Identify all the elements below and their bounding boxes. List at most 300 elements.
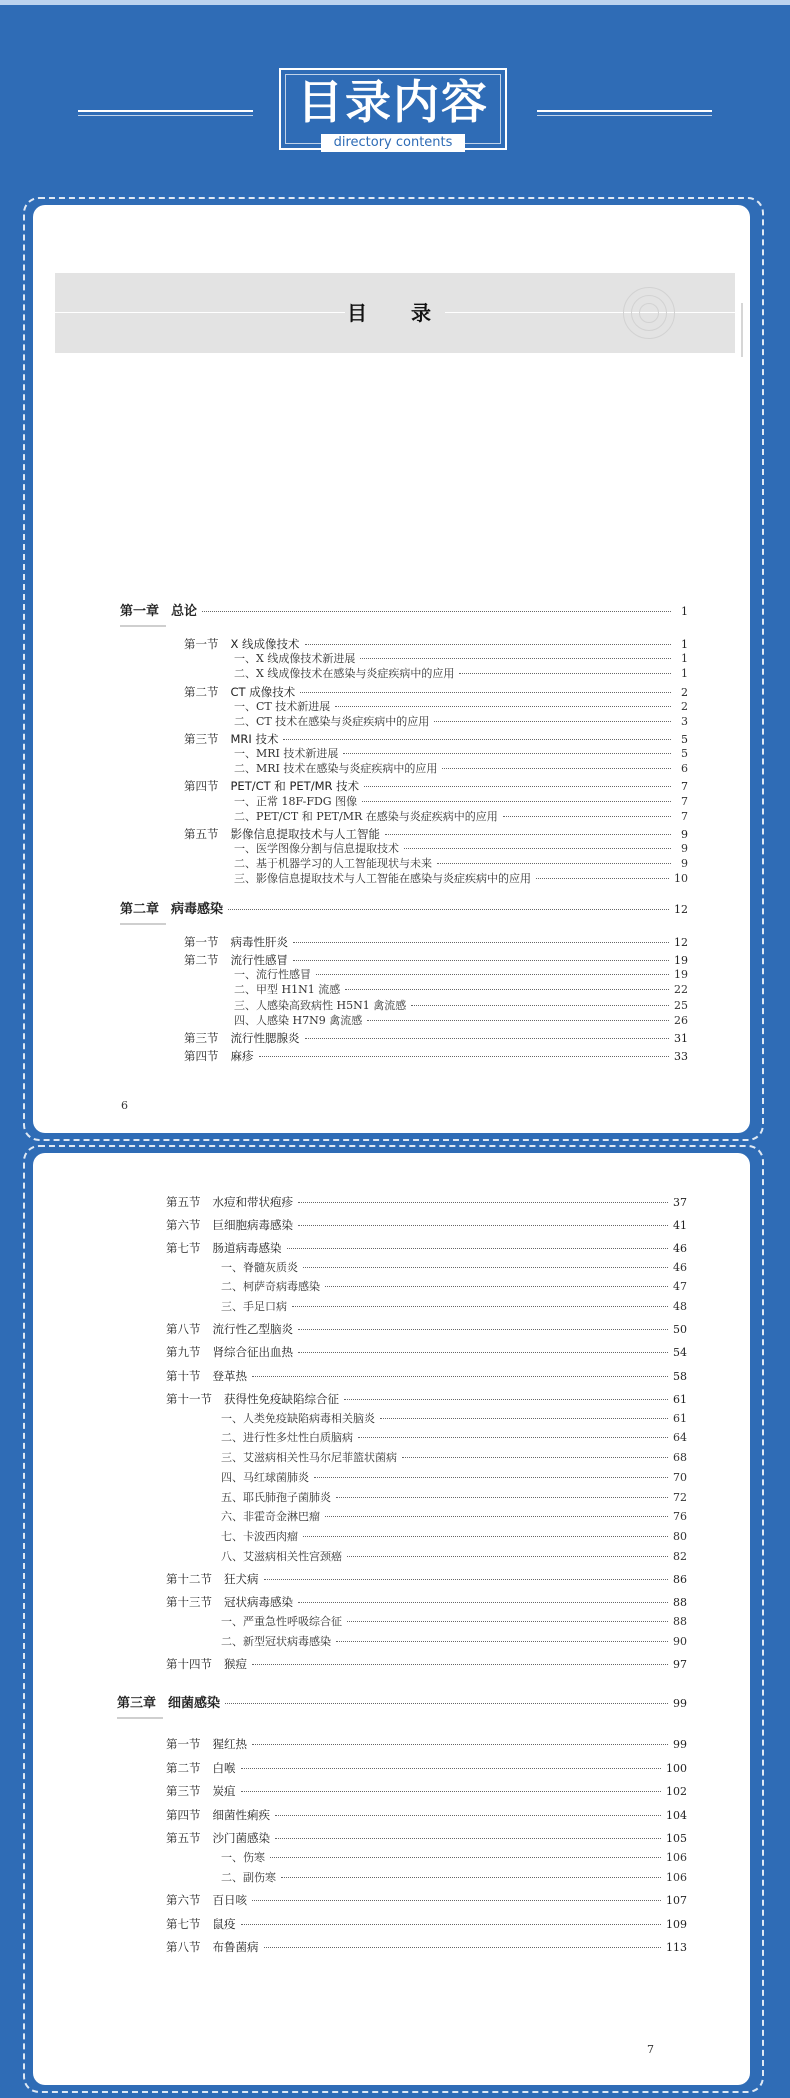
- toc-entry-page: 61: [673, 1393, 687, 1406]
- toc-leader-dots: [316, 974, 669, 975]
- toc-entry-label: [234, 967, 311, 983]
- toc-entry-sub[interactable]: [117, 1529, 687, 1545]
- toc-entry-page: 41: [673, 1219, 687, 1232]
- toc-entry-number: 第九节: [166, 1345, 201, 1359]
- toc-entry-label: [221, 1509, 320, 1525]
- toc-entry-page: 104: [666, 1809, 687, 1822]
- toc-entry-label: [166, 1344, 293, 1360]
- toc-entry-label: [234, 699, 330, 715]
- toc-entry-title: 炭疽: [212, 1784, 236, 1798]
- banner: [0, 60, 790, 160]
- toc-entry-label: [234, 666, 454, 682]
- toc-entry-sub[interactable]: [117, 1299, 687, 1315]
- toc-entry-page: 9: [681, 857, 688, 870]
- toc-entry-sec[interactable]: [117, 1217, 687, 1234]
- toc-entry-number: 第十四节: [166, 1657, 212, 1671]
- toc-entry-title: MRI 技术: [230, 732, 279, 746]
- toc-entry-page: 1: [681, 667, 688, 680]
- toc-entry-page: 7: [681, 795, 688, 808]
- toc-entry-label: [221, 1634, 331, 1650]
- toc-entry-sub[interactable]: [117, 1549, 687, 1565]
- toc-entry-sec[interactable]: [117, 1892, 687, 1909]
- toc-leader-dots: [202, 611, 671, 612]
- toc-leader-dots: [270, 1857, 661, 1858]
- toc-leader-dots: [292, 1306, 668, 1307]
- toc-entry-sec[interactable]: [117, 1391, 687, 1408]
- toc-entry-title: 五、耶氏肺孢子菌肺炎: [221, 1491, 331, 1504]
- toc-entry-label: [221, 1450, 397, 1466]
- banner-subtitle: directory contents: [321, 134, 465, 152]
- toc-heading: 目 录: [347, 301, 443, 325]
- toc-leader-dots: [344, 1399, 668, 1400]
- toc-entry-number: 第四节: [166, 1808, 201, 1822]
- toc-entry-page: 12: [674, 903, 688, 916]
- toc-heading-band: [55, 273, 735, 353]
- toc-entry-sec[interactable]: [117, 1344, 687, 1361]
- toc-entry-chap[interactable]: [120, 902, 688, 921]
- toc-entry-title: 流行性乙型脑炎: [212, 1322, 293, 1336]
- toc-entry-title: 二、柯萨奇病毒感染: [221, 1280, 320, 1293]
- toc-entry-page: 68: [673, 1451, 687, 1464]
- toc-entry-title: 二、新型冠状病毒感染: [221, 1635, 331, 1648]
- toc-entry-title: 二、MRI 技术在感染与炎症疾病中的应用: [234, 762, 438, 775]
- toc-entry-page: 25: [674, 999, 688, 1012]
- toc-leader-dots: [336, 1641, 668, 1642]
- toc-entry-number: 第三节: [184, 1031, 219, 1045]
- toc-entry-page: 64: [673, 1431, 687, 1444]
- toc-entry-title: 三、艾滋病相关性马尔尼菲篮状菌病: [221, 1451, 397, 1464]
- toc-leader-dots: [252, 1900, 661, 1901]
- toc-entry-label: [166, 1194, 293, 1210]
- toc-entry-title: 猴痘: [224, 1657, 247, 1671]
- toc-entry-page: 2: [681, 686, 688, 699]
- toc-entry-page: 26: [674, 1014, 688, 1027]
- toc-entry-number: 第六节: [166, 1218, 201, 1232]
- toc-entry-page: 3: [681, 715, 688, 728]
- toc-entry-page: 10: [674, 872, 688, 885]
- toc-entry-page: 1: [681, 605, 688, 618]
- toc-entry-label: [166, 1240, 282, 1256]
- toc-entry-sub[interactable]: [117, 1430, 687, 1446]
- toc-entry-title: 百日咳: [212, 1893, 247, 1907]
- toc-leader-dots: [300, 692, 671, 693]
- toc-entry-title: 获得性免疫缺陷综合征: [224, 1392, 339, 1406]
- toc-entry-title: PET/CT 和 PET/MR 技术: [230, 779, 360, 793]
- toc-entry-title: 一、人类免疫缺陷病毒相关脑炎: [221, 1412, 375, 1425]
- toc-entry-sub[interactable]: [117, 1614, 687, 1630]
- toc-entry-sub[interactable]: [117, 1450, 687, 1466]
- toc-entry-sec[interactable]: [120, 934, 688, 951]
- toc-entry-page: 37: [673, 1196, 687, 1209]
- toc-entry-page: 80: [673, 1530, 687, 1543]
- toc-entry-label: [221, 1529, 298, 1545]
- toc-leader-dots: [380, 1418, 668, 1419]
- toc-leader-dots: [228, 909, 669, 910]
- toc-entry-page: 12: [674, 936, 688, 949]
- toc-entry-page: 6: [681, 762, 688, 775]
- toc-entry-title: 三、影像信息提取技术与人工智能在感染与炎症疾病中的应用: [234, 872, 531, 885]
- toc-entry-label: [221, 1850, 265, 1866]
- toc-entry-label: [234, 841, 399, 857]
- toc-entry-sec[interactable]: [117, 1571, 687, 1588]
- toc-entry-page: 109: [666, 1918, 687, 1931]
- toc-entry-label: [184, 826, 380, 842]
- toc-entry-title: 四、人感染 H7N9 禽流感: [234, 1014, 363, 1027]
- toc-entry-title: 病毒性肝炎: [230, 935, 288, 949]
- toc-entry-label: [184, 778, 359, 794]
- toc-leader-dots: [293, 942, 669, 943]
- toc-leader-dots: [303, 1267, 668, 1268]
- toc-entry-title: 肾综合征出血热: [212, 1345, 293, 1359]
- toc-entry-title: 三、手足口病: [221, 1300, 287, 1313]
- toc-entry-label: [234, 746, 338, 762]
- toc-entry-sub[interactable]: [120, 1013, 688, 1029]
- toc-entry-label: [184, 636, 300, 652]
- toc-entry-label: [234, 998, 406, 1014]
- toc-entry-sub[interactable]: [117, 1490, 687, 1506]
- toc-entry-page: 90: [673, 1635, 687, 1648]
- toc-entry-number: 第五节: [184, 827, 219, 841]
- toc-entry-sec[interactable]: [117, 1368, 687, 1385]
- toc-entry-title: 二、基于机器学习的人工智能现状与未来: [234, 857, 432, 870]
- toc-page-2: [33, 1153, 750, 2085]
- toc-entry-sec[interactable]: [117, 1240, 687, 1257]
- toc-entry-title: 鼠疫: [212, 1917, 236, 1931]
- toc-entry-page: 1: [681, 638, 688, 651]
- toc-entry-chap[interactable]: [120, 604, 688, 623]
- toc-leader-dots: [367, 1020, 669, 1021]
- toc-entry-sec[interactable]: [117, 1807, 687, 1824]
- toc-entry-sub[interactable]: [120, 746, 688, 762]
- banner-line-right: [537, 110, 712, 112]
- toc-entry-page: 99: [673, 1697, 687, 1710]
- toc-leader-dots: [325, 1516, 668, 1517]
- toc-entry-sec[interactable]: [120, 1030, 688, 1047]
- toc-entry-title: 二、X 线成像技术在感染与炎症疾病中的应用: [234, 667, 455, 680]
- toc-entry-title: 二、甲型 H1N1 流感: [234, 983, 341, 996]
- toc-entry-chap[interactable]: [117, 1696, 687, 1715]
- toc-entry-number: 第八节: [166, 1940, 201, 1954]
- toc-entry-label: [184, 1030, 300, 1046]
- toc-entry-title: 总论: [171, 604, 198, 619]
- toc-leader-dots: [293, 960, 669, 961]
- toc-entry-label: [166, 1368, 247, 1384]
- toc-leader-dots: [325, 1286, 668, 1287]
- toc-leader-dots: [434, 721, 671, 722]
- toc-entry-page: 106: [666, 1871, 687, 1884]
- toc-entry-label: [234, 761, 437, 777]
- toc-entry-title: 二、进行性多灶性白质脑病: [221, 1431, 353, 1444]
- toc-entry-title: 沙门菌感染: [212, 1831, 270, 1845]
- toc-entry-label: [166, 1217, 293, 1233]
- toc-entry-sub[interactable]: [120, 841, 688, 857]
- toc-entry-number: 第二章: [120, 902, 160, 917]
- toc-entry-sub[interactable]: [117, 1411, 687, 1427]
- toc-entry-page: 88: [673, 1596, 687, 1609]
- banner-title: 目录内容: [297, 75, 489, 129]
- toc-leader-dots: [298, 1602, 668, 1603]
- toc-entry-sub[interactable]: [117, 1850, 687, 1866]
- toc-entry-page: 54: [673, 1346, 687, 1359]
- toc-leader-dots: [364, 786, 671, 787]
- toc-leader-dots: [402, 1457, 668, 1458]
- toc-entry-number: 第十三节: [166, 1595, 212, 1609]
- toc-entry-label: [234, 856, 432, 872]
- toc-entry-title: X 线成像技术: [230, 637, 300, 651]
- decorative-rings-icon: [623, 287, 675, 339]
- toc-entry-page: 70: [673, 1471, 687, 1484]
- toc-entry-number: 第二节: [184, 953, 219, 967]
- toc-leader-dots: [335, 706, 671, 707]
- toc-entry-page: 106: [666, 1851, 687, 1864]
- toc-leader-dots: [459, 673, 671, 674]
- toc-leader-dots: [503, 816, 671, 817]
- toc-entry-label: [221, 1260, 298, 1276]
- toc-entry-page: 19: [674, 954, 688, 967]
- toc-entry-sub[interactable]: [120, 982, 688, 998]
- toc-entry-label: [221, 1470, 309, 1486]
- toc-entry-label: [234, 871, 531, 887]
- toc-entry-number: 第十二节: [166, 1572, 212, 1586]
- toc-entry-title: 一、脊髓灰质炎: [221, 1261, 298, 1274]
- toc-entry-page: 7: [681, 810, 688, 823]
- toc-entry-title: 一、CT 技术新进展: [234, 700, 331, 713]
- toc-entry-label: [166, 1807, 270, 1823]
- toc-entry-sub[interactable]: [120, 794, 688, 810]
- toc-entry-title: 巨细胞病毒感染: [212, 1218, 293, 1232]
- toc-entry-label: [234, 809, 498, 825]
- toc-entry-title: 肠道病毒感染: [212, 1241, 282, 1255]
- toc-entry-title: 布鲁菌病: [212, 1940, 259, 1954]
- toc-entry-title: 流行性感冒: [230, 953, 288, 967]
- toc-entry-sec[interactable]: [117, 1194, 687, 1211]
- toc-entry-page: 58: [673, 1370, 687, 1383]
- toc-entry-title: 影像信息提取技术与人工智能: [230, 827, 380, 841]
- toc-leader-dots: [314, 1477, 668, 1478]
- toc-leader-dots: [305, 644, 671, 645]
- toc-leader-dots: [275, 1815, 661, 1816]
- toc-entry-label: [221, 1411, 375, 1427]
- toc-leader-dots: [298, 1202, 668, 1203]
- toc-entry-number: 第二节: [166, 1761, 201, 1775]
- toc-entry-title: 六、非霍奇金淋巴瘤: [221, 1510, 320, 1523]
- toc-entry-title: 二、PET/CT 和 PET/MR 在感染与炎症疾病中的应用: [234, 810, 498, 823]
- toc-entry-number: 第四节: [184, 779, 219, 793]
- toc-entry-number: 第一章: [120, 604, 160, 619]
- toc-entry-sec[interactable]: [117, 1736, 687, 1753]
- toc-entry-sub[interactable]: [120, 699, 688, 715]
- toc-entry-sub[interactable]: [120, 998, 688, 1014]
- toc-entry-label: [166, 1736, 247, 1752]
- toc-leader-dots: [347, 1556, 668, 1557]
- toc-leader-dots: [298, 1352, 668, 1353]
- toc-entry-page: 99: [673, 1738, 687, 1751]
- toc-entry-sub[interactable]: [120, 761, 688, 777]
- toc-entry-sec[interactable]: [117, 1830, 687, 1847]
- toc-entry-sec[interactable]: [117, 1321, 687, 1338]
- toc-entry-page: 9: [681, 828, 688, 841]
- toc-entry-label: [234, 714, 429, 730]
- toc-entry-title: 病毒感染: [171, 902, 224, 917]
- toc-entry-title: 流行性腮腺炎: [230, 1031, 300, 1045]
- toc-leader-dots: [358, 1437, 668, 1438]
- toc-entry-sub[interactable]: [120, 651, 688, 667]
- toc-entry-number: 第五节: [166, 1195, 201, 1209]
- toc-entry-label: [221, 1490, 331, 1506]
- toc-leader-dots: [298, 1225, 668, 1226]
- toc-entry-number: 第一节: [166, 1737, 201, 1751]
- toc-entry-title: 八、艾滋病相关性宫颈癌: [221, 1550, 342, 1563]
- toc-entry-label: [120, 902, 223, 921]
- toc-entry-sub[interactable]: [117, 1870, 687, 1886]
- toc-leader-dots: [360, 658, 671, 659]
- toc-entry-sec[interactable]: [117, 1594, 687, 1611]
- toc-entry-page: 47: [673, 1280, 687, 1293]
- toc-leader-dots: [404, 848, 671, 849]
- toc-entry-label: [221, 1870, 276, 1886]
- toc-entry-label: [221, 1549, 342, 1565]
- toc-entry-title: 一、伤寒: [221, 1851, 265, 1864]
- toc-entry-sub[interactable]: [120, 967, 688, 983]
- toc-entry-page: 46: [673, 1242, 687, 1255]
- toc-entry-title: 一、严重急性呼吸综合征: [221, 1615, 342, 1628]
- toc-entry-page: 2: [681, 700, 688, 713]
- toc-entry-number: 第十一节: [166, 1392, 212, 1406]
- toc-entry-sub[interactable]: [120, 666, 688, 682]
- toc-entry-label: [221, 1299, 287, 1315]
- toc-entry-label: [234, 1013, 362, 1029]
- toc-entry-page: 31: [674, 1032, 688, 1045]
- toc-entry-title: 二、CT 技术在感染与炎症疾病中的应用: [234, 715, 430, 728]
- toc-entry-number: 第八节: [166, 1322, 201, 1336]
- toc-entry-sub[interactable]: [117, 1470, 687, 1486]
- toc-leader-dots: [241, 1768, 662, 1769]
- toc-entry-sub[interactable]: [117, 1634, 687, 1650]
- toc-entry-number: 第五节: [166, 1831, 201, 1845]
- toc-entry-label: [184, 934, 288, 950]
- toc-leader-dots: [241, 1924, 662, 1925]
- toc-entry-page: 100: [666, 1762, 687, 1775]
- toc-entry-number: 第十节: [166, 1369, 201, 1383]
- toc-entry-sec[interactable]: [120, 1048, 688, 1065]
- toc-entry-sec[interactable]: [117, 1939, 687, 1956]
- toc-entry-title: 一、流行性感冒: [234, 968, 311, 981]
- toc-entry-label: [184, 952, 288, 968]
- toc-leader-dots: [437, 863, 671, 864]
- toc-entry-page: 9: [681, 842, 688, 855]
- toc-leader-dots: [252, 1744, 668, 1745]
- toc-leader-dots: [305, 1038, 670, 1039]
- toc-entry-page: 97: [673, 1658, 687, 1671]
- toc-entry-sub[interactable]: [120, 871, 688, 887]
- banner-title-box: [279, 68, 507, 150]
- toc-entry-page: 76: [673, 1510, 687, 1523]
- toc-entry-sub[interactable]: [117, 1279, 687, 1295]
- toc-entry-sec[interactable]: [120, 778, 688, 795]
- toc-entry-title: 白喉: [212, 1761, 236, 1775]
- toc-entry-page: 46: [673, 1261, 687, 1274]
- toc-entry-page: 1: [681, 652, 688, 665]
- toc-entry-page: 113: [666, 1941, 687, 1954]
- toc-entry-sub[interactable]: [117, 1260, 687, 1276]
- toc-entry-title: 七、卡波西肉瘤: [221, 1530, 298, 1543]
- toc-leader-dots: [252, 1664, 668, 1665]
- toc-leader-dots: [264, 1579, 669, 1580]
- toc-entry-page: 86: [673, 1573, 687, 1586]
- top-strip: [0, 0, 790, 5]
- toc-entry-page: 22: [674, 983, 688, 996]
- toc-entry-label: [184, 684, 295, 700]
- toc-entry-title: 细菌性痢疾: [212, 1808, 270, 1822]
- toc-entry-page: 61: [673, 1412, 687, 1425]
- toc-entry-sec[interactable]: [117, 1916, 687, 1933]
- toc-entry-page: 82: [673, 1550, 687, 1563]
- toc-leader-dots: [225, 1703, 668, 1704]
- toc-entry-title: 猩红热: [212, 1737, 247, 1751]
- toc-entry-sub[interactable]: [117, 1509, 687, 1525]
- toc-entry-sub[interactable]: [120, 714, 688, 730]
- toc-entry-label: [166, 1321, 293, 1337]
- toc-entry-title: 登革热: [212, 1369, 247, 1383]
- toc-entry-number: 第三章: [117, 1696, 157, 1711]
- toc-entry-label: [234, 794, 357, 810]
- toc-entry-title: 一、医学图像分割与信息提取技术: [234, 842, 399, 855]
- toc-entry-page: 48: [673, 1300, 687, 1313]
- toc-entry-sub[interactable]: [120, 856, 688, 872]
- toc-entry-label: [166, 1571, 259, 1587]
- toc-entry-number: 第四节: [184, 1049, 219, 1063]
- toc-leader-dots: [252, 1376, 668, 1377]
- toc-entry-label: [166, 1783, 236, 1799]
- decorative-bar: [741, 303, 743, 357]
- toc-entry-number: 第七节: [166, 1917, 201, 1931]
- toc-entry-label: [221, 1430, 353, 1446]
- toc-entry-number: 第一节: [184, 637, 219, 651]
- toc-entry-title: 狂犬病: [224, 1572, 259, 1586]
- toc-leader-dots: [345, 989, 669, 990]
- toc-entry-label: [166, 1830, 270, 1846]
- toc-entry-title: 一、MRI 技术新进展: [234, 747, 339, 760]
- toc-entry-label: [166, 1656, 247, 1672]
- toc-page-1: [33, 205, 750, 1133]
- toc-leader-dots: [283, 739, 671, 740]
- toc-entry-sec[interactable]: [117, 1760, 687, 1777]
- page-number: 7: [647, 2043, 654, 2056]
- toc-entry-sub[interactable]: [120, 809, 688, 825]
- toc-entry-number: 第三节: [184, 732, 219, 746]
- toc-entry-label: [221, 1279, 320, 1295]
- toc-entry-title: 四、马红球菌肺炎: [221, 1471, 309, 1484]
- toc-entry-page: 105: [666, 1832, 687, 1845]
- banner-line-left: [78, 110, 253, 112]
- toc-entry-page: 7: [681, 780, 688, 793]
- toc-entry-label: [234, 651, 355, 667]
- toc-leader-dots: [287, 1248, 669, 1249]
- toc-entry-sec[interactable]: [117, 1783, 687, 1800]
- toc-leader-dots: [362, 801, 671, 802]
- toc-leader-dots: [241, 1791, 662, 1792]
- toc-entry-title: 麻疹: [230, 1049, 254, 1063]
- toc-leader-dots: [385, 834, 671, 835]
- toc-entry-number: 第六节: [166, 1893, 201, 1907]
- toc-entry-label: [166, 1939, 259, 1955]
- toc-leader-dots: [264, 1947, 662, 1948]
- toc-entry-label: [166, 1760, 236, 1776]
- toc-entry-sec[interactable]: [117, 1656, 687, 1673]
- toc-entry-label: [184, 1048, 254, 1064]
- toc-leader-dots: [298, 1329, 668, 1330]
- toc-entry-title: 二、副伤寒: [221, 1871, 276, 1884]
